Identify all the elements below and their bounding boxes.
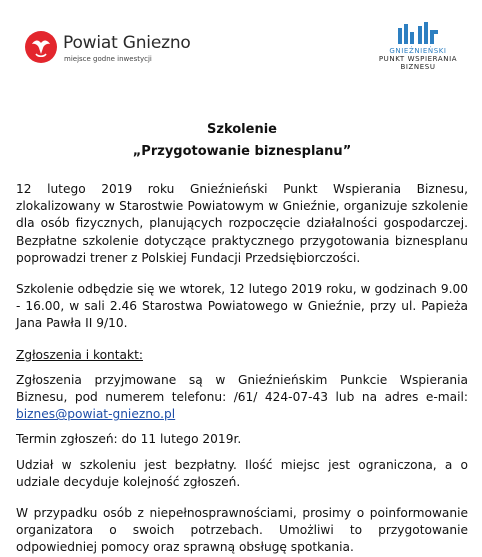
contact-heading xyxy=(16,347,468,364)
schedule-paragraph: Szkolenie odbędzie się we wtorek, 12 lutego 2019 roku, w godzinach 9.00 - 16.00, w sali 2.46 Starostwa Powiatowego w Gnieźnie, przy ul. Papieża Jana Pawła II 9/10. xyxy=(16,282,468,331)
gpwb-logo xyxy=(366,22,470,82)
gpwb-line-1: GNIEŹNIEŃSKI xyxy=(389,47,447,55)
contact-paragraph xyxy=(16,372,468,424)
participation-paragraph: Udział w szkoleniu jest bezpłatny. Ilość miejsc jest ograniczona, a o udziale decyduje kolejność zgłoszeń. xyxy=(16,457,468,489)
gpwb-line-3: BIZNESU xyxy=(400,63,436,71)
brand-name: Powiat Gniezno xyxy=(63,33,191,53)
contact-heading-text: Zgłoszenia i kontakt: xyxy=(16,347,143,362)
brand-tagline: miejsce godne inwestycji xyxy=(64,55,152,63)
document-header xyxy=(0,0,482,92)
gpwb-line-2: PUNKT WSPIERANIA xyxy=(378,55,458,63)
page-title: Szkolenie xyxy=(207,122,277,137)
intro-paragraph: 12 lutego 2019 roku Gnieźnieński Punkt Wspierania Biznesu, zlokalizowany w Starostwie Powiatowym w Gnieźnie, organizuje szkolenie dla osób fizycznych, planujących rozpoczęcie działalności gospodarczej. Bezpłatne szkolenie dotyczące praktycznego przygotowania biznesplanu poprowadzi trener z Polskiej Fundacji Przedsiębiorczości. xyxy=(16,182,468,265)
powiat-gniezno-logo xyxy=(24,28,214,68)
powiat-gniezno-emblem-icon xyxy=(24,30,58,64)
contact-text: Zgłoszenia przyjmowane są w Gnieźnieńskim Punkcie Wspierania Biznesu, pod numerem telefonu: /61/ 424-07-43 lub na adres e-mail: xyxy=(16,372,468,405)
deadline-paragraph: Termin zgłoszeń: do 11 lutego 2019r. xyxy=(16,432,242,447)
page-subtitle: „Przygotowanie biznesplanu” xyxy=(132,144,352,159)
email-link[interactable]: biznes@powiat-gniezno.pl xyxy=(16,407,176,422)
document-body xyxy=(16,120,468,557)
gpwb-logo-icon xyxy=(396,22,440,44)
accessibility-paragraph: W przypadku osób z niepełnosprawnościami, prosimy o poinformowanie organizatora o swoich potrzebach. Umożliwi to przygotowanie odpowiedniej pomocy oraz sprawną obsługę spotkania. xyxy=(16,506,468,555)
